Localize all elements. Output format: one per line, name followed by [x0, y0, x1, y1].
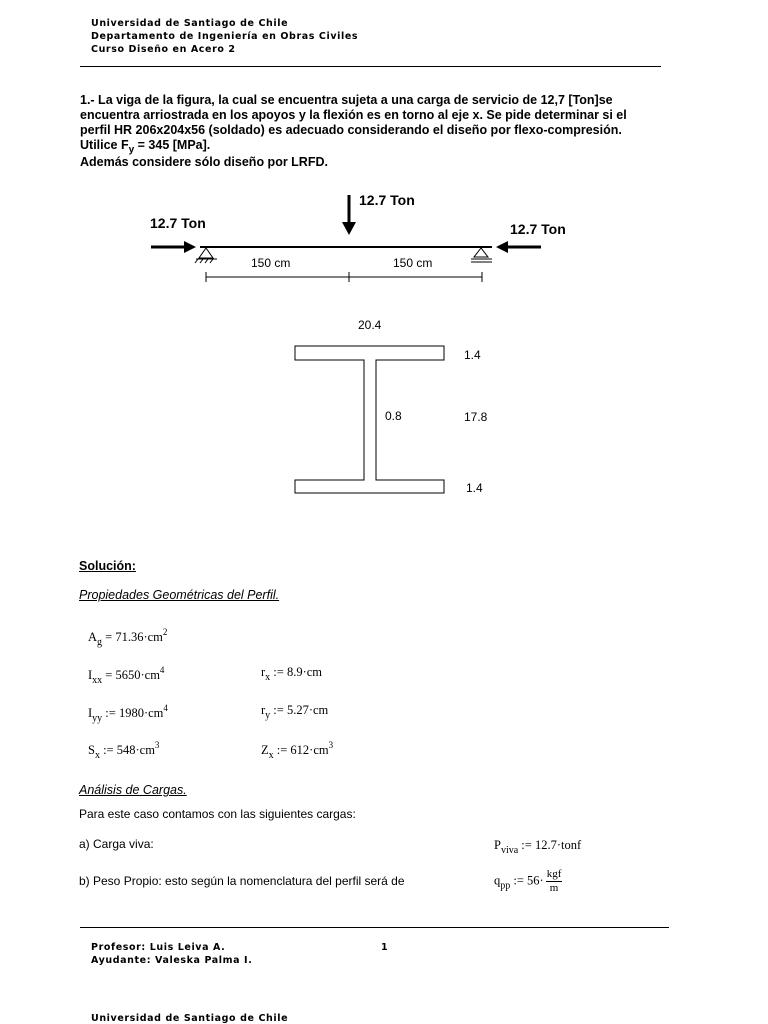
footer-assistant: Ayudante: Valeska Palma I. — [91, 955, 253, 966]
footer-rule — [80, 927, 669, 928]
eq-ixx: $I_{xx} = 5650\cdot cm^4$ — [88, 665, 165, 686]
problem-line-3: perfil HR 206x204x56 (soldado) es adecuado considerando el diseño por flexo-compresión. — [80, 123, 622, 137]
solution-title: Solución: — [79, 559, 136, 573]
top-flange-thickness-label: 1.4 — [464, 348, 481, 362]
left-pin-support — [195, 248, 217, 263]
dimension-line — [206, 272, 482, 282]
eq-live-load: $P_{viva}$ := 12.7·tonf — [494, 838, 582, 856]
i-section-outline — [295, 346, 444, 493]
eq-zx: $Z_x$ := $612\cdot cm^3$ — [261, 740, 334, 761]
flange-width-label: 20.4 — [358, 318, 382, 332]
web-thickness-label: 0.8 — [385, 409, 402, 423]
left-load-arrow — [151, 241, 196, 253]
geometric-properties-title: Propiedades Geométricas del Perfil. — [79, 588, 280, 602]
eq-iyy: $I_{yy}$ := $1980\cdot cm^4$ — [88, 703, 168, 724]
center-load-arrow — [342, 195, 356, 235]
right-load-label: 12.7 Ton — [510, 221, 566, 237]
i-section-diagram — [0, 340, 768, 500]
header-university: Universidad de Santiago de Chile — [91, 18, 289, 29]
eq-sx: $S_x$ := $548\cdot cm^3$ — [88, 740, 160, 761]
live-load-label: a) Carga viva: — [79, 837, 154, 851]
load-analysis-title: Análisis de Cargas. — [79, 783, 187, 797]
span-left-label: 150 cm — [251, 256, 291, 270]
eq-dead-load: $q_{pp}$ := 56· $\frac{\text{kgf}}{m}$ — [494, 868, 562, 894]
problem-line-2: encuentra arriostrada en los apoyos y la flexión es en torno al eje x. Se pide determinar si el — [80, 108, 627, 122]
header-department: Departamento de Ingeniería en Obras Civiles — [91, 31, 359, 42]
page-number: 1 — [381, 942, 389, 953]
span-right-label: 150 cm — [393, 256, 433, 270]
problem-line-4: Utilice $F_y = 345$ [MPa]. — [80, 138, 211, 156]
loads-intro: Para este caso contamos con las siguientes cargas: — [79, 807, 356, 821]
right-load-arrow — [496, 241, 541, 253]
eq-rx: $r_x$ := 8.9·cm — [261, 665, 323, 683]
header-rule — [80, 66, 661, 67]
web-height-label: 17.8 — [464, 410, 488, 424]
footer-professor: Profesor: Luis Leiva A. — [91, 942, 226, 953]
header-course: Curso Diseño en Acero 2 — [91, 44, 236, 55]
next-page-header: Universidad de Santiago de Chile — [91, 1013, 289, 1024]
center-load-label: 12.7 Ton — [359, 192, 415, 208]
eq-ry: $r_y$ := 5.27·cm — [261, 703, 329, 721]
problem-line-5: Además considere sólo diseño por LRFD. — [80, 155, 328, 169]
left-load-label: 12.7 Ton — [150, 215, 206, 231]
eq-area: $A_g = 71.36\cdot cm^2$ — [88, 627, 168, 648]
dead-load-label: b) Peso Propio: esto según la nomenclatura del perfil será de — [79, 874, 405, 888]
problem-line-1: 1.- La viga de la figura, la cual se encuentra sujeta a una carga de servicio de 12,7 [Ton]se — [80, 93, 613, 107]
right-roller-support — [471, 248, 492, 262]
bottom-flange-thickness-label: 1.4 — [466, 481, 483, 495]
